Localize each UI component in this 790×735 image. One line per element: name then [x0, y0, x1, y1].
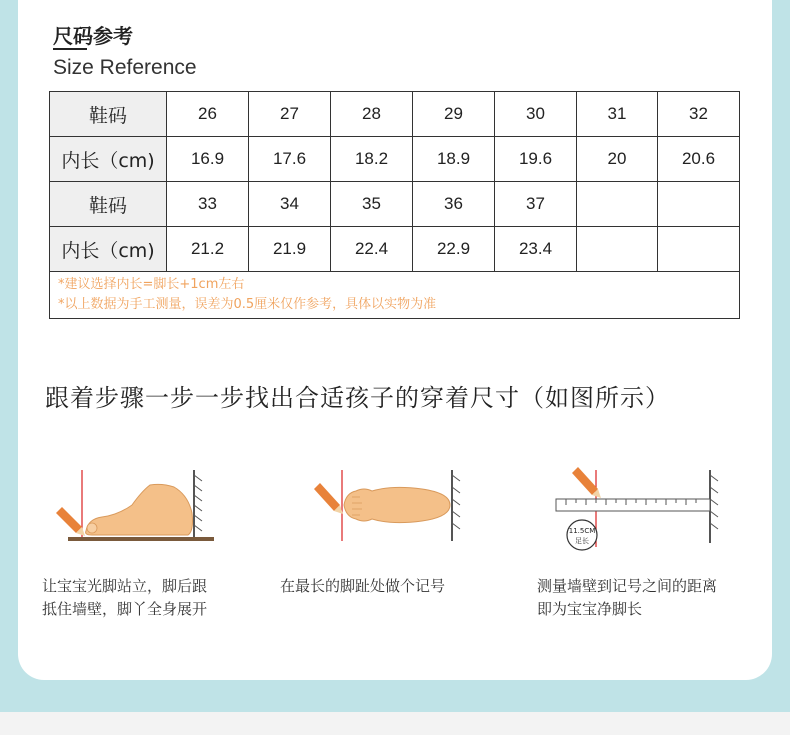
table-notes: [50, 272, 740, 319]
table-cell: 21.2: [167, 227, 249, 272]
table-cell: 23.4: [495, 227, 577, 272]
table-cell: 18.9: [413, 137, 495, 182]
table-cell: 36: [413, 182, 495, 227]
pencil-icon: [56, 507, 82, 533]
step2-text: [280, 575, 445, 598]
step3-text: [537, 575, 717, 621]
note-line: *建议选择内长=脚长+1cm左右: [58, 277, 245, 292]
table-cell: 28: [331, 92, 413, 137]
table-cell: 31: [577, 92, 658, 137]
badge-value: 11.5CM: [568, 527, 596, 535]
table-cell: 18.2: [331, 137, 413, 182]
step1-text: [42, 575, 207, 621]
floor: [68, 537, 214, 541]
table-cell: [577, 182, 658, 227]
table-cell: 21.9: [249, 227, 331, 272]
table-cell: [658, 227, 740, 272]
steps-heading: 跟着步骤一步一步找出合适孩子的穿着尺寸（如图所示）: [45, 384, 670, 412]
pencil-icon: [572, 467, 598, 495]
wall-hatch: [710, 475, 718, 529]
step3-line1: 测量墙壁到记号之间的距离: [537, 577, 718, 595]
note-line: *以上数据为手工测量，误差为0.5厘米仅作参考，具体以实物为准: [58, 297, 437, 312]
foot-side-icon: [86, 484, 193, 535]
table-cell: 16.9: [167, 137, 249, 182]
step1-illustration: [52, 465, 214, 545]
table-row: [50, 137, 740, 182]
badge-label: 足长: [575, 537, 589, 545]
page-title: 尺码参考: [53, 24, 133, 48]
table-cell: 22.9: [413, 227, 495, 272]
table-row: [50, 92, 740, 137]
table-row: [50, 227, 740, 272]
table-cell: 26: [167, 92, 249, 137]
wall-hatch: [452, 475, 460, 529]
row-label: 鞋码: [50, 182, 167, 227]
table-cell: 35: [331, 182, 413, 227]
table-cell: 27: [249, 92, 331, 137]
table-cell: 34: [249, 182, 331, 227]
table-cell: [577, 227, 658, 272]
table-cell: 30: [495, 92, 577, 137]
row-label: 鞋码: [50, 92, 167, 137]
step1-line2: 抵住墙壁，脚丫全身展开: [42, 600, 208, 618]
step3-illustration: [552, 465, 722, 551]
table-cell: [658, 182, 740, 227]
step2-line1: 在最长的脚趾处做个记号: [280, 577, 446, 595]
table-cell: 29: [413, 92, 495, 137]
step2-illustration: [312, 465, 462, 545]
table-row: [50, 182, 740, 227]
table-cell: 22.4: [331, 227, 413, 272]
title-underline: [53, 48, 87, 50]
table-cell: 17.6: [249, 137, 331, 182]
ruler: [556, 499, 710, 511]
page-subtitle: Size Reference: [53, 56, 197, 79]
table-cell: 32: [658, 92, 740, 137]
measure-badge: [567, 520, 597, 550]
step1-line1: 让宝宝光脚站立，脚后跟: [42, 577, 208, 595]
row-label: 内长（cm): [50, 227, 167, 272]
table-cell: 33: [167, 182, 249, 227]
table-cell: 20: [577, 137, 658, 182]
bottom-strip: [0, 712, 790, 735]
wall-hatch: [194, 475, 202, 531]
row-label: 内长（cm): [50, 137, 167, 182]
size-table: [49, 91, 740, 319]
table-cell: 19.6: [495, 137, 577, 182]
table-cell: 20.6: [658, 137, 740, 182]
pencil-icon: [314, 483, 340, 511]
table-cell: 37: [495, 182, 577, 227]
notes-row: [50, 272, 740, 319]
foot-top-icon: [344, 487, 450, 522]
step3-line2: 即为宝宝净脚长: [537, 600, 643, 618]
